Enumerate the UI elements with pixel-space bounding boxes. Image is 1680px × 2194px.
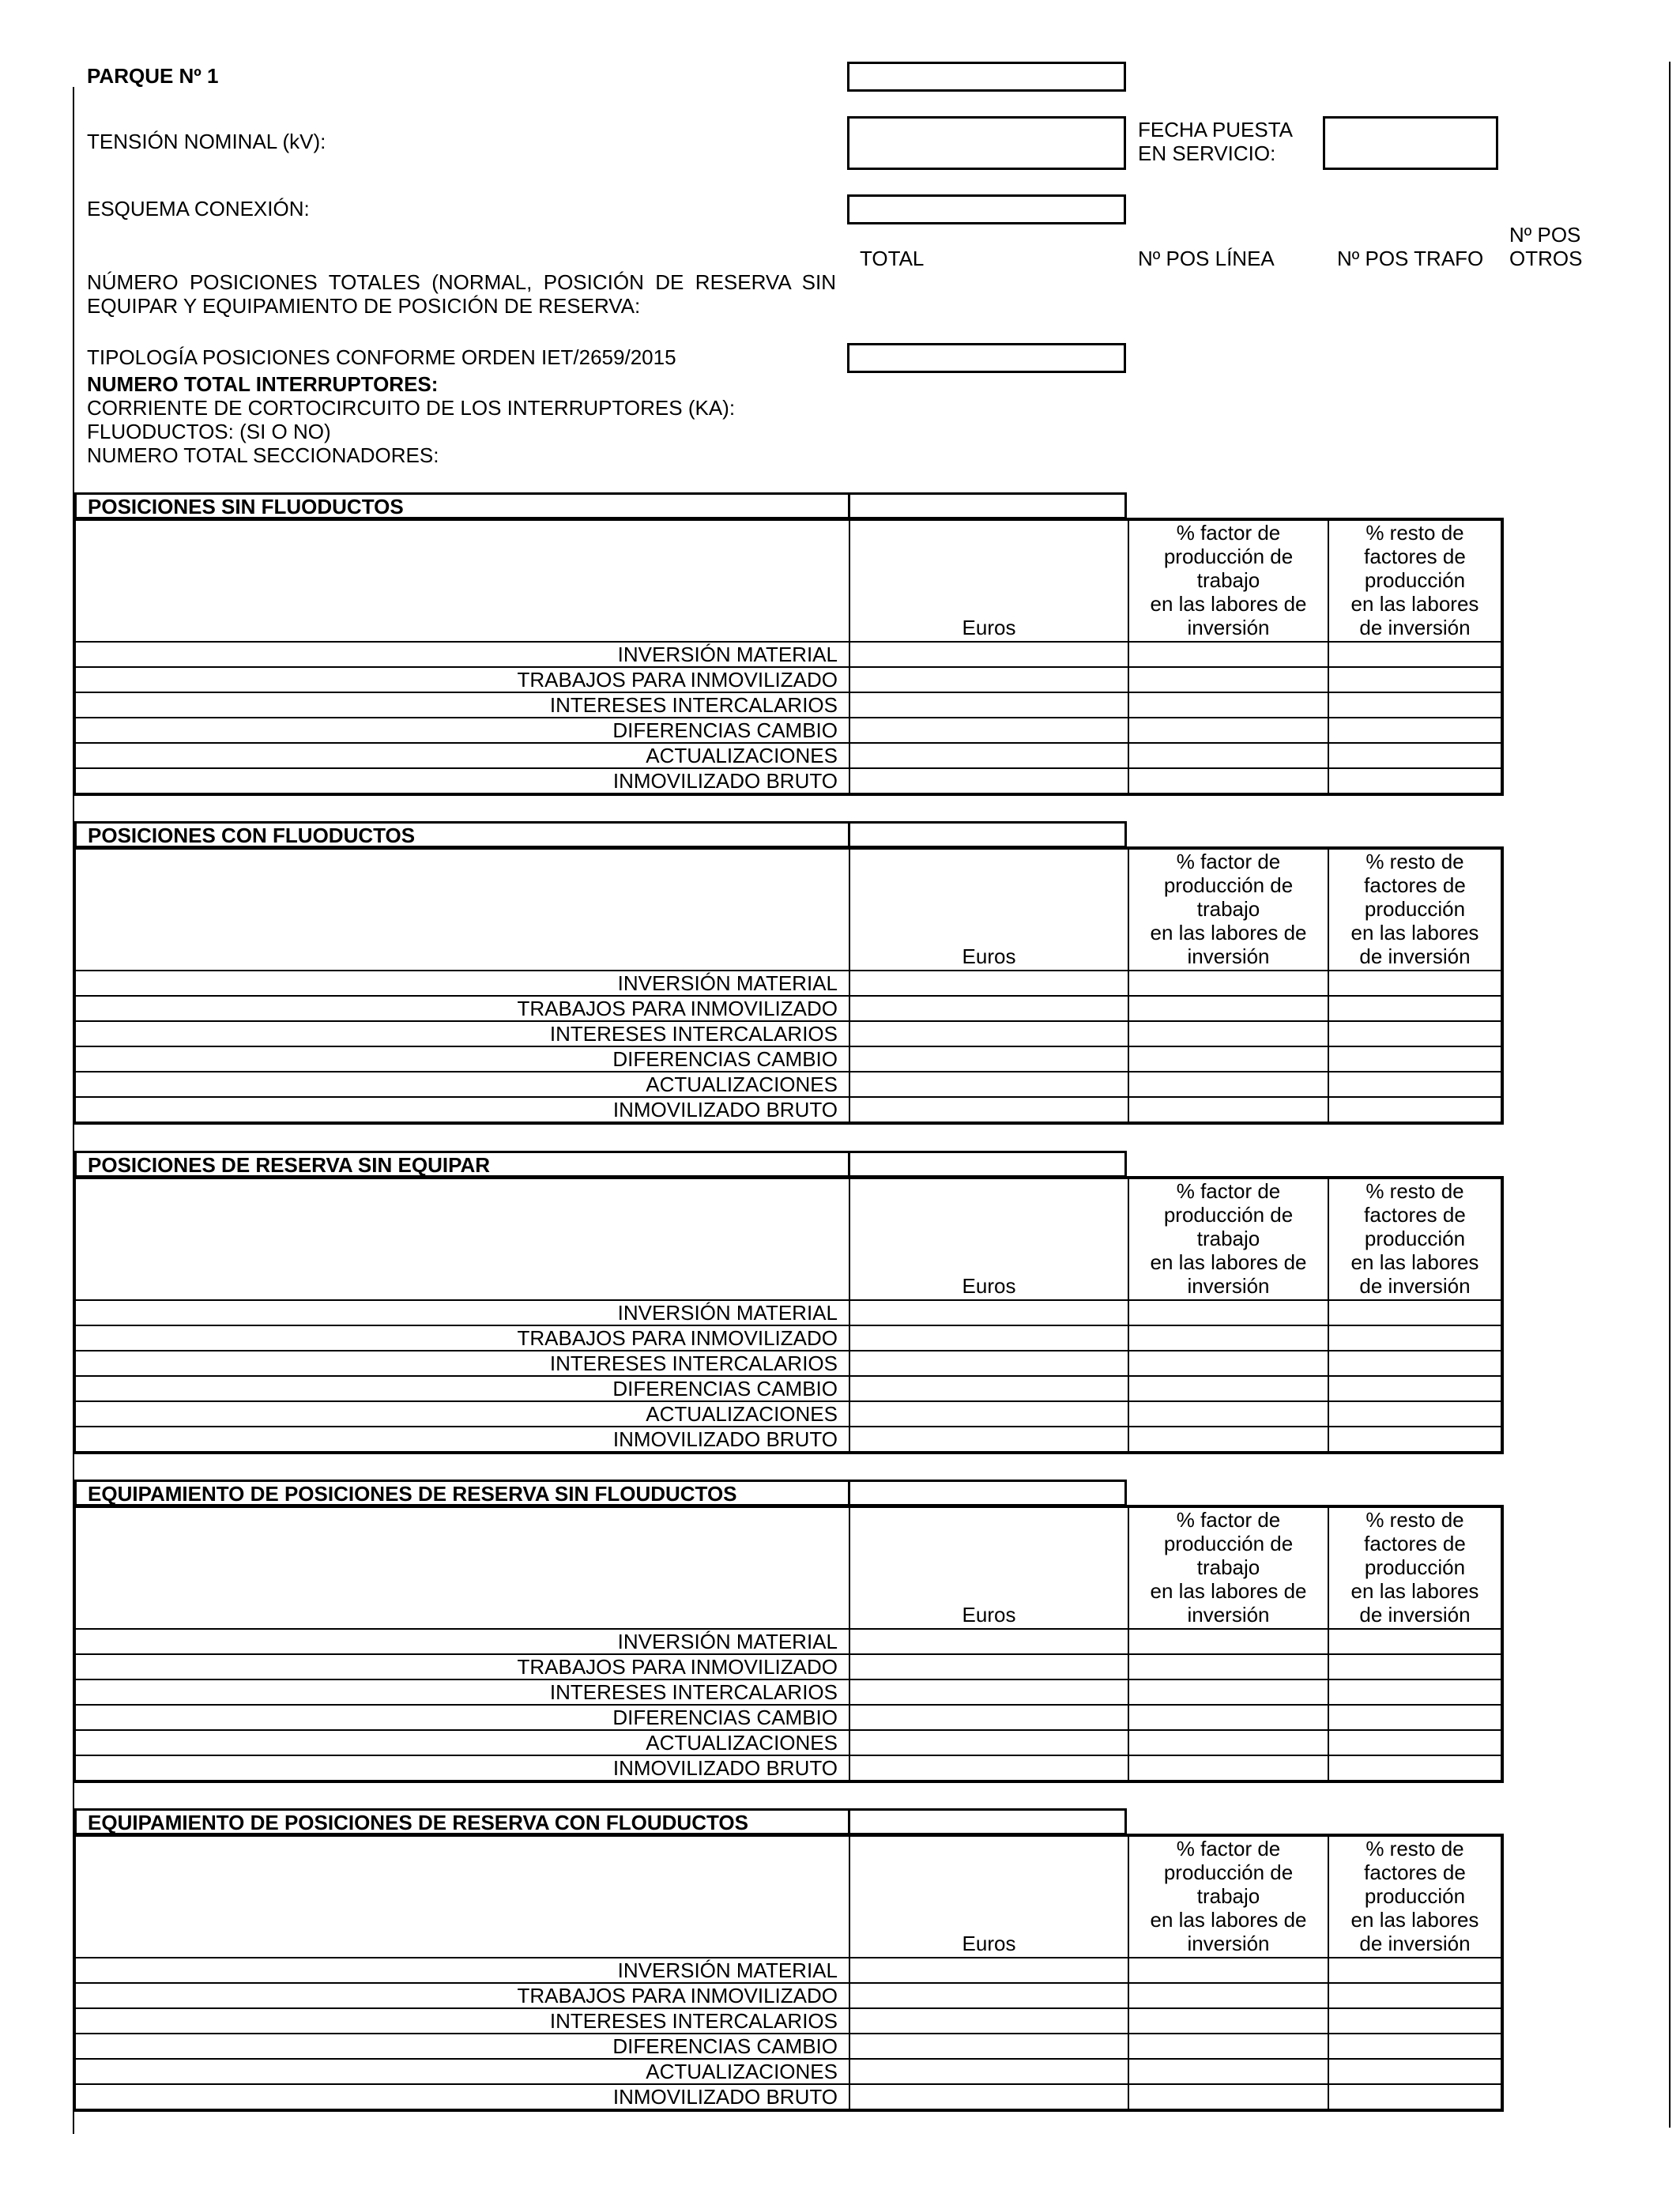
pos-otros-line2: OTROS (1509, 247, 1583, 270)
resto-factores-header-line: % resto de (1365, 1179, 1464, 1203)
section-title-box (74, 821, 850, 848)
row-label: INTERESES INTERCALARIOS (75, 1351, 849, 1376)
factor-trabajo-input-cell[interactable] (1128, 768, 1328, 794)
table-row (75, 1351, 1501, 1376)
resto-factores-input-cell[interactable] (1328, 1097, 1501, 1122)
table-row (75, 1755, 1501, 1781)
section-4 (74, 1480, 1501, 1780)
section-total-input[interactable] (848, 1480, 1127, 1506)
header-resto-factores-cell (1328, 1836, 1501, 1958)
euros-input-cell[interactable] (849, 1300, 1128, 1325)
resto-factores-header-line: producción (1364, 568, 1466, 592)
factor-trabajo-input-cell[interactable] (1128, 642, 1328, 667)
euros-input-cell[interactable] (849, 667, 1128, 692)
euros-input-cell[interactable] (849, 642, 1128, 667)
row-label: ACTUALIZACIONES (75, 2059, 849, 2084)
table-header-row (75, 1836, 1501, 1958)
euros-input-cell[interactable] (849, 692, 1128, 718)
factor-trabajo-header-line: producción de (1163, 1532, 1294, 1555)
total-label: TOTAL (860, 247, 925, 270)
factor-trabajo-input-cell[interactable] (1128, 2034, 1328, 2059)
tipologia-label: TIPOLOGÍA POSICIONES CONFORME ORDEN IET/2659/2015 (87, 345, 676, 369)
euros-input-cell[interactable] (849, 971, 1128, 996)
header-euros-cell (849, 1507, 1128, 1629)
row-label: INVERSIÓN MATERIAL (75, 642, 849, 667)
factor-trabajo-header-line: % factor de (1176, 1179, 1281, 1203)
section-total-input[interactable] (848, 821, 1127, 848)
euros-input-cell[interactable] (849, 1325, 1128, 1351)
resto-factores-input-cell[interactable] (1328, 1705, 1501, 1730)
factor-trabajo-input-cell[interactable] (1128, 1300, 1328, 1325)
factor-trabajo-header-line: % factor de (1176, 1508, 1281, 1532)
section-title-box (74, 1808, 850, 1835)
resto-factores-input-cell[interactable] (1328, 2034, 1501, 2059)
row-label: DIFERENCIAS CAMBIO (75, 1376, 849, 1401)
row-label: TRABAJOS PARA INMOVILIZADO (75, 667, 849, 692)
factor-trabajo-header-line: producción de (1163, 1860, 1294, 1884)
row-label: INVERSIÓN MATERIAL (75, 971, 849, 996)
factor-trabajo-header-line: % factor de (1176, 1837, 1281, 1860)
euros-input-cell[interactable] (849, 2084, 1128, 2109)
factor-trabajo-input-cell[interactable] (1128, 996, 1328, 1021)
table-row (75, 971, 1501, 996)
section-2 (74, 821, 1501, 1122)
table-row (75, 1730, 1501, 1755)
section-5 (74, 1808, 1501, 2109)
factor-trabajo-input-cell[interactable] (1128, 1679, 1328, 1705)
resto-factores-input-cell[interactable] (1328, 718, 1501, 743)
factor-trabajo-input-cell[interactable] (1128, 1730, 1328, 1755)
factor-trabajo-header-line: inversión (1187, 616, 1270, 639)
factor-trabajo-header-line: trabajo (1196, 1227, 1260, 1250)
euros-input-cell[interactable] (849, 1730, 1128, 1755)
resto-factores-input-cell[interactable] (1328, 1958, 1501, 1983)
resto-factores-input-cell[interactable] (1328, 1401, 1501, 1427)
resto-factores-header-line: factores de (1364, 1532, 1466, 1555)
seccionadores-label: NUMERO TOTAL SECCIONADORES: (87, 443, 439, 467)
header-resto-factores-cell (1328, 520, 1501, 642)
table-row (75, 2084, 1501, 2109)
factor-trabajo-header-line: trabajo (1196, 1884, 1260, 1908)
table-row (75, 2034, 1501, 2059)
resto-factores-input-cell[interactable] (1328, 2008, 1501, 2034)
section-title: POSICIONES CON FLUODUCTOS (88, 824, 416, 847)
factor-trabajo-input-cell[interactable] (1128, 971, 1328, 996)
factor-trabajo-input-cell[interactable] (1128, 2084, 1328, 2109)
resto-factores-header-line: de inversión (1359, 1603, 1471, 1627)
header-resto-factores-cell (1328, 1507, 1501, 1629)
factor-trabajo-input-cell[interactable] (1128, 1629, 1328, 1654)
row-label: ACTUALIZACIONES (75, 1401, 849, 1427)
factor-trabajo-input-cell[interactable] (1128, 1755, 1328, 1781)
row-label: INTERESES INTERCALARIOS (75, 2008, 849, 2034)
table-row (75, 1072, 1501, 1097)
section-title: POSICIONES SIN FLUODUCTOS (88, 495, 404, 518)
table-header-row (75, 1507, 1501, 1629)
euros-header: Euros (962, 1274, 1016, 1298)
header-blank-cell (75, 1836, 849, 1958)
resto-factores-input-cell[interactable] (1328, 1046, 1501, 1072)
euros-input-cell[interactable] (849, 1983, 1128, 2008)
euros-input-cell[interactable] (849, 1401, 1128, 1427)
fecha-label-line2: EN SERVICIO: (1138, 141, 1276, 165)
row-label: DIFERENCIAS CAMBIO (75, 1046, 849, 1072)
resto-factores-header-line: % resto de (1365, 850, 1464, 873)
factor-trabajo-header-line: producción de (1163, 873, 1294, 897)
euros-input-cell[interactable] (849, 1351, 1128, 1376)
factor-trabajo-header-line: trabajo (1196, 1555, 1260, 1579)
factor-trabajo-header-line: en las labores de (1150, 1579, 1307, 1603)
resto-factores-input-cell[interactable] (1328, 1351, 1501, 1376)
section-table (74, 1835, 1502, 2110)
row-label: INMOVILIZADO BRUTO (75, 768, 849, 794)
euros-input-cell[interactable] (849, 2059, 1128, 2084)
factor-trabajo-header-line: % factor de (1176, 850, 1281, 873)
table-row (75, 1958, 1501, 1983)
row-label: DIFERENCIAS CAMBIO (75, 2034, 849, 2059)
resto-factores-input-cell[interactable] (1328, 743, 1501, 768)
resto-factores-header-line: factores de (1364, 873, 1466, 897)
table-row (75, 1983, 1501, 2008)
header-euros-cell (849, 849, 1128, 971)
row-label: ACTUALIZACIONES (75, 743, 849, 768)
header-factor-trabajo-cell (1128, 1836, 1328, 1958)
resto-factores-input-cell[interactable] (1328, 667, 1501, 692)
euros-input-cell[interactable] (849, 1654, 1128, 1679)
row-label: DIFERENCIAS CAMBIO (75, 1705, 849, 1730)
euros-header: Euros (962, 1932, 1016, 1955)
table-row (75, 692, 1501, 718)
row-label: TRABAJOS PARA INMOVILIZADO (75, 1983, 849, 2008)
section-title: EQUIPAMIENTO DE POSICIONES DE RESERVA CON FLOUDUCTOS (88, 1811, 748, 1834)
table-row (75, 1629, 1501, 1654)
tipologia-input-box[interactable] (847, 343, 1126, 373)
fecha-input-box[interactable] (1323, 116, 1498, 170)
factor-trabajo-input-cell[interactable] (1128, 1983, 1328, 2008)
table-row (75, 768, 1501, 794)
factor-trabajo-input-cell[interactable] (1128, 1427, 1328, 1452)
section-total-input[interactable] (848, 1151, 1127, 1178)
resto-factores-header-line: producción (1364, 1227, 1466, 1250)
factor-trabajo-header-line: en las labores de (1150, 1250, 1307, 1274)
row-label: INMOVILIZADO BRUTO (75, 2084, 849, 2109)
header-euros-cell (849, 1836, 1128, 1958)
resto-factores-header-line: factores de (1364, 1203, 1466, 1227)
factor-trabajo-header-line: inversión (1187, 944, 1270, 968)
factor-trabajo-input-cell[interactable] (1128, 1072, 1328, 1097)
resto-factores-header-line: producción (1364, 897, 1466, 921)
row-label: ACTUALIZACIONES (75, 1730, 849, 1755)
factor-trabajo-header-line: en las labores de (1150, 1908, 1307, 1932)
table-row (75, 642, 1501, 667)
euros-input-cell[interactable] (849, 2034, 1128, 2059)
table-row (75, 996, 1501, 1021)
table-row (75, 1046, 1501, 1072)
factor-trabajo-header-line: en las labores de (1150, 592, 1307, 616)
resto-factores-input-cell[interactable] (1328, 1325, 1501, 1351)
row-label: INVERSIÓN MATERIAL (75, 1958, 849, 1983)
row-label: INTERESES INTERCALARIOS (75, 1679, 849, 1705)
header-blank-cell (75, 1178, 849, 1300)
section-table (74, 1178, 1502, 1453)
resto-factores-input-cell[interactable] (1328, 768, 1501, 794)
resto-factores-header-line: % resto de (1365, 1837, 1464, 1860)
row-label: INVERSIÓN MATERIAL (75, 1629, 849, 1654)
table-row (75, 1325, 1501, 1351)
row-label: INVERSIÓN MATERIAL (75, 1300, 849, 1325)
header-factor-trabajo-cell (1128, 1507, 1328, 1629)
euros-input-cell[interactable] (849, 743, 1128, 768)
factor-trabajo-input-cell[interactable] (1128, 692, 1328, 718)
factor-trabajo-input-cell[interactable] (1128, 718, 1328, 743)
resto-factores-input-cell[interactable] (1328, 1427, 1501, 1452)
resto-factores-header-line: en las labores (1350, 1250, 1479, 1274)
factor-trabajo-header-line: producción de (1163, 545, 1294, 568)
factor-trabajo-input-cell[interactable] (1128, 1705, 1328, 1730)
euros-input-cell[interactable] (849, 1097, 1128, 1122)
euros-input-cell[interactable] (849, 1046, 1128, 1072)
header-factor-trabajo-cell (1128, 520, 1328, 642)
resto-factores-input-cell[interactable] (1328, 1629, 1501, 1654)
right-margin-line (1669, 62, 1671, 2128)
section-3 (74, 1151, 1501, 1451)
section-title: EQUIPAMIENTO DE POSICIONES DE RESERVA SIN FLOUDUCTOS (88, 1482, 737, 1506)
table-header-row (75, 1178, 1501, 1300)
table-row (75, 1401, 1501, 1427)
euros-input-cell[interactable] (849, 1021, 1128, 1046)
factor-trabajo-input-cell[interactable] (1128, 2059, 1328, 2084)
section-1 (74, 492, 1501, 793)
table-row (75, 2059, 1501, 2084)
euros-input-cell[interactable] (849, 1072, 1128, 1097)
euros-input-cell[interactable] (849, 2008, 1128, 2034)
factor-trabajo-input-cell[interactable] (1128, 2008, 1328, 2034)
table-row (75, 1679, 1501, 1705)
factor-trabajo-input-cell[interactable] (1128, 1401, 1328, 1427)
row-label: INMOVILIZADO BRUTO (75, 1755, 849, 1781)
factor-trabajo-input-cell[interactable] (1128, 1958, 1328, 1983)
factor-trabajo-header-line: producción de (1163, 1203, 1294, 1227)
resto-factores-header-line: producción (1364, 1884, 1466, 1908)
row-label: DIFERENCIAS CAMBIO (75, 718, 849, 743)
euros-input-cell[interactable] (849, 718, 1128, 743)
table-row (75, 1300, 1501, 1325)
row-label: TRABAJOS PARA INMOVILIZADO (75, 1654, 849, 1679)
factor-trabajo-input-cell[interactable] (1128, 1021, 1328, 1046)
resto-factores-input-cell[interactable] (1328, 1730, 1501, 1755)
table-header-row (75, 849, 1501, 971)
header-factor-trabajo-cell (1128, 849, 1328, 971)
section-table (74, 848, 1502, 1123)
header-resto-factores-cell (1328, 849, 1501, 971)
row-label: INMOVILIZADO BRUTO (75, 1097, 849, 1122)
section-title-box (74, 492, 850, 519)
euros-input-cell[interactable] (849, 1629, 1128, 1654)
resto-factores-input-cell[interactable] (1328, 1376, 1501, 1401)
fecha-label-line1: FECHA PUESTA (1138, 118, 1294, 141)
pos-otros-line1: Nº POS (1509, 223, 1581, 247)
resto-factores-input-cell[interactable] (1328, 2084, 1501, 2109)
resto-factores-input-cell[interactable] (1328, 1755, 1501, 1781)
euros-header: Euros (962, 1603, 1016, 1627)
parque-input-box[interactable] (847, 62, 1126, 92)
factor-trabajo-header-line: en las labores de (1150, 921, 1307, 944)
resto-factores-input-cell[interactable] (1328, 692, 1501, 718)
esquema-input-box[interactable] (847, 194, 1126, 224)
resto-factores-header-line: de inversión (1359, 944, 1471, 968)
resto-factores-input-cell[interactable] (1328, 1679, 1501, 1705)
header-euros-cell (849, 520, 1128, 642)
euros-input-cell[interactable] (849, 996, 1128, 1021)
table-row (75, 1376, 1501, 1401)
factor-trabajo-input-cell[interactable] (1128, 743, 1328, 768)
resto-factores-header-line: de inversión (1359, 616, 1471, 639)
row-label: INMOVILIZADO BRUTO (75, 1427, 849, 1452)
corriente-label: CORRIENTE DE CORTOCIRCUITO DE LOS INTERRUPTORES (KA): (87, 396, 736, 420)
row-label: INTERESES INTERCALARIOS (75, 692, 849, 718)
row-label: INTERESES INTERCALARIOS (75, 1021, 849, 1046)
euros-input-cell[interactable] (849, 1705, 1128, 1730)
row-label: TRABAJOS PARA INMOVILIZADO (75, 996, 849, 1021)
header-blank-cell (75, 849, 849, 971)
header-factor-trabajo-cell (1128, 1178, 1328, 1300)
resto-factores-header-line: producción (1364, 1555, 1466, 1579)
table-row (75, 1654, 1501, 1679)
resto-factores-input-cell[interactable] (1328, 642, 1501, 667)
section-table (74, 1506, 1502, 1781)
numero-posiciones-line1: NÚMERO POSICIONES TOTALES (NORMAL, POSICIÓN DE RESERVA SIN (87, 270, 836, 294)
header-euros-cell (849, 1178, 1128, 1300)
factor-trabajo-header-line: trabajo (1196, 897, 1260, 921)
factor-trabajo-input-cell[interactable] (1128, 667, 1328, 692)
euros-input-cell[interactable] (849, 768, 1128, 794)
resto-factores-input-cell[interactable] (1328, 1654, 1501, 1679)
euros-input-cell[interactable] (849, 1427, 1128, 1452)
header-blank-cell (75, 520, 849, 642)
table-row (75, 1097, 1501, 1122)
factor-trabajo-header-line: inversión (1187, 1274, 1270, 1298)
resto-factores-input-cell[interactable] (1328, 1072, 1501, 1097)
table-row (75, 1705, 1501, 1730)
factor-trabajo-header-line: trabajo (1196, 568, 1260, 592)
factor-trabajo-header-line: % factor de (1176, 521, 1281, 545)
resto-factores-input-cell[interactable] (1328, 1300, 1501, 1325)
factor-trabajo-header-line: inversión (1187, 1603, 1270, 1627)
factor-trabajo-input-cell[interactable] (1128, 1046, 1328, 1072)
table-row (75, 1427, 1501, 1452)
section-title-box (74, 1151, 850, 1178)
factor-trabajo-header-line: inversión (1187, 1932, 1270, 1955)
euros-input-cell[interactable] (849, 1376, 1128, 1401)
resto-factores-input-cell[interactable] (1328, 996, 1501, 1021)
resto-factores-input-cell[interactable] (1328, 971, 1501, 996)
resto-factores-header-line: en las labores (1350, 1908, 1479, 1932)
section-total-input[interactable] (848, 492, 1127, 519)
resto-factores-header-line: de inversión (1359, 1932, 1471, 1955)
section-title-box (74, 1480, 850, 1506)
factor-trabajo-input-cell[interactable] (1128, 1097, 1328, 1122)
resto-factores-header-line: de inversión (1359, 1274, 1471, 1298)
resto-factores-header-line: % resto de (1365, 1508, 1464, 1532)
section-title: POSICIONES DE RESERVA SIN EQUIPAR (88, 1153, 491, 1177)
resto-factores-input-cell[interactable] (1328, 1021, 1501, 1046)
header-resto-factores-cell (1328, 1178, 1501, 1300)
euros-input-cell[interactable] (849, 1958, 1128, 1983)
parque-label: PARQUE Nº 1 (87, 64, 219, 88)
esquema-label: ESQUEMA CONEXIÓN: (87, 197, 310, 221)
pos-linea-label: Nº POS LÍNEA (1138, 247, 1275, 270)
euros-input-cell[interactable] (849, 1679, 1128, 1705)
table-row (75, 667, 1501, 692)
factor-trabajo-input-cell[interactable] (1128, 1351, 1328, 1376)
row-label: ACTUALIZACIONES (75, 1072, 849, 1097)
tension-label: TENSIÓN NOMINAL (kV): (87, 130, 326, 153)
numero-interruptores-label: NUMERO TOTAL INTERRUPTORES: (87, 372, 439, 396)
euros-input-cell[interactable] (849, 1755, 1128, 1781)
resto-factores-header-line: % resto de (1365, 521, 1464, 545)
table-row (75, 718, 1501, 743)
resto-factores-header-line: factores de (1364, 1860, 1466, 1884)
table-row (75, 1021, 1501, 1046)
resto-factores-input-cell[interactable] (1328, 1983, 1501, 2008)
resto-factores-input-cell[interactable] (1328, 2059, 1501, 2084)
table-header-row (75, 520, 1501, 642)
table-row (75, 2008, 1501, 2034)
resto-factores-header-line: factores de (1364, 545, 1466, 568)
resto-factores-header-line: en las labores (1350, 921, 1479, 944)
factor-trabajo-input-cell[interactable] (1128, 1325, 1328, 1351)
section-total-input[interactable] (848, 1808, 1127, 1835)
factor-trabajo-input-cell[interactable] (1128, 1376, 1328, 1401)
euros-header: Euros (962, 616, 1016, 639)
tension-input-box[interactable] (847, 116, 1126, 170)
fluoductos-label: FLUODUCTOS: (SI O NO) (87, 420, 331, 443)
factor-trabajo-input-cell[interactable] (1128, 1654, 1328, 1679)
header-blank-cell (75, 1507, 849, 1629)
resto-factores-header-line: en las labores (1350, 592, 1479, 616)
section-table (74, 519, 1502, 794)
numero-posiciones-line2: EQUIPAR Y EQUIPAMIENTO DE POSICIÓN DE RESERVA: (87, 294, 641, 318)
resto-factores-header-line: en las labores (1350, 1579, 1479, 1603)
table-row (75, 743, 1501, 768)
pos-trafo-label: Nº POS TRAFO (1337, 247, 1484, 270)
euros-header: Euros (962, 944, 1016, 968)
row-label: TRABAJOS PARA INMOVILIZADO (75, 1325, 849, 1351)
